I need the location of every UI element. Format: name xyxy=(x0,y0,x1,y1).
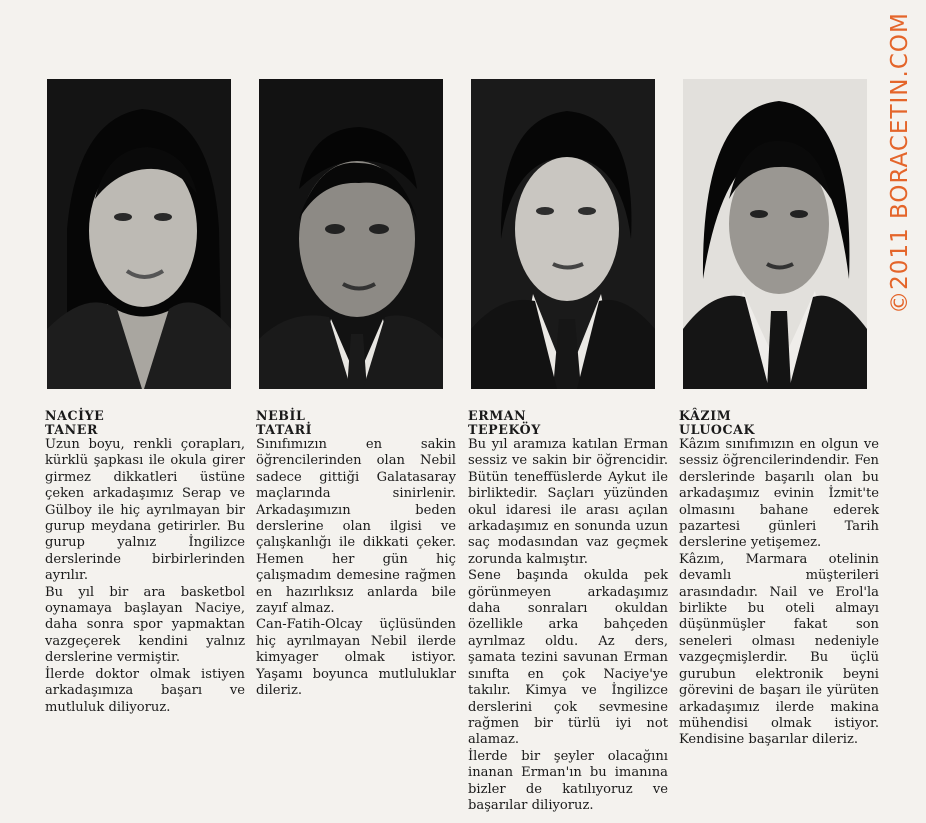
student-name xyxy=(45,409,245,437)
portrait-photo-kazim xyxy=(683,79,867,389)
student-last-name: TEPEKÖY xyxy=(468,422,541,437)
bio-paragraph: Bu yıl aramıza katılan Erman sessiz ve sakin bir öğrencidir. Bütün teneffüslerde Aykut ile birliktedir. Saçları yüzünden okul idaresi ile arası açılan arkadaşımız en sonunda uzun saç modasından vaz geçmek zorunda kalmıştır. xyxy=(468,437,668,567)
student-first-name: KÂZIM xyxy=(679,408,732,423)
student-entry-naciye xyxy=(45,409,245,716)
bio-paragraph: Sene başında okulda pek görünmeyen arkadaşımız daha sonraları okuldan özellikle arka bahçeden ayrılmaz oldu. Az ders, şamata tezini savunan Erman sınıfta en çok Naciye'ye takılır. Kimya ve İngilizce derslerini çok sevmesine rağmen bir türlü iyi not alamaz. xyxy=(468,568,668,748)
student-last-name: TANER xyxy=(45,422,99,437)
bio-paragraph: Bu yıl bir ara basketbol oynamaya başlayan Naciye, daha sonra spor yapmaktan vazgeçerek kendini yalnız derslerine vermiştir. xyxy=(45,584,245,666)
bio-paragraph: Sınıfımızın en sakin öğrencilerinden olan Nebil sadece gittiği Galatasaray maçlarında sinirlenir. Arkadaşımızın beden derslerine olan ilgisi ve çalışkanlığı ile dikkati çeker. Hemen her gün hiç çalışmadım demesine rağmen en hazırlıksız anlarda bile zayıf almaz. xyxy=(256,437,456,617)
student-first-name: NEBİL xyxy=(256,408,306,423)
student-last-name: ULUOCAK xyxy=(679,422,756,437)
bio-paragraph: Can-Fatih-Olcay üçlüsünden hiç ayrılmayan Nebil ilerde kimyager olmak istiyor. Yaşamı boyunca mutluluklar dileriz. xyxy=(256,617,456,699)
student-name xyxy=(679,409,879,437)
portrait-photo-nebil xyxy=(259,79,443,389)
student-name xyxy=(468,409,668,437)
portrait-photo-erman xyxy=(471,79,655,389)
bio-paragraph: Kâzım sınıfımızın en olgun ve sessiz öğrencilerindendir. Fen derslerinde başarılı olan bu arkadaşımız evinin İzmit'te olmasını bahane ederek pazartesi günleri Tarih derslerine yetişemez. xyxy=(679,437,879,551)
bio-paragraph: İlerde doktor olmak istiyen arkadaşımıza başarı ve mutluluk diliyoruz. xyxy=(45,666,245,715)
student-first-name: NACİYE xyxy=(45,408,105,423)
student-name xyxy=(256,409,456,437)
bio-paragraph: Uzun boyu, renkli çorapları, kürklü şapkası ile okula girer girmez dikkatleri üstüne çeken arkadaşımız Serap ve Gülboy ile hiç ayrılmayan bir gurup meydana getirirler. Bu gurup yalnız İngilizce derslerinde birbirlerinden ayrılır. xyxy=(45,437,245,584)
portrait-photo-naciye xyxy=(47,79,231,389)
student-entry-nebil xyxy=(256,409,456,700)
student-first-name: ERMAN xyxy=(468,408,527,423)
student-entry-erman xyxy=(468,409,668,814)
bio-paragraph: Kâzım, Marmara otelinin devamlı müşterileri arasındadır. Nail ve Erol'la birlikte bu oteli almayı düşünmüşler fakat son seneleri olması nedeniyle vazgeçmişlerdir. Bu üçlü gurubun elektronik beyni görevini de başarı ile yürüten arkadaşımız ilerde makina mühendisi olmak istiyor. Kendisine başarılar dileriz. xyxy=(679,551,879,748)
copyright-watermark: ©2011 BORACETIN.COM xyxy=(887,12,913,314)
bio-paragraph: İlerde bir şeyler olacağını inanan Erman'ın bu imanına bizler de katılıyoruz ve başarılar diliyoruz. xyxy=(468,748,668,813)
student-last-name: TATARİ xyxy=(256,422,313,437)
student-entry-kazim xyxy=(679,409,879,749)
